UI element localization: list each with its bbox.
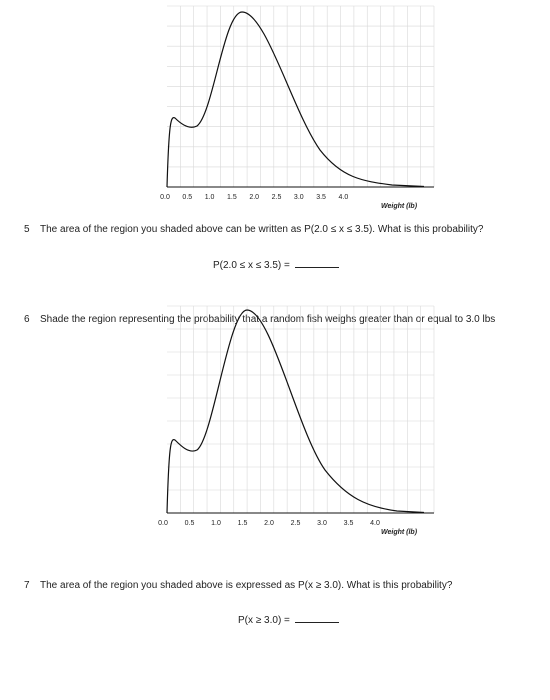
x-tick-label: 1.5 xyxy=(237,520,248,527)
density-plot-bottom-svg xyxy=(0,300,550,545)
x-tick-label: 4.0 xyxy=(338,194,349,201)
x-tick-label: 1.0 xyxy=(211,520,221,527)
question-text: The area of the region you shaded above can be written as P(2.0 ≤ x ≤ 3.5). What is this probability? xyxy=(40,224,484,235)
question-text: The area of the region you shaded above is expressed as P(x ≥ 3.0). What is this probability? xyxy=(40,580,453,591)
question-5 xyxy=(24,224,483,235)
x-tick-label: 2.5 xyxy=(271,194,282,201)
density-curve xyxy=(167,12,424,187)
question-number: 7 xyxy=(24,580,30,591)
x-tick-labels xyxy=(158,520,380,527)
x-tick-label: 2.5 xyxy=(290,520,301,527)
x-tick-label: 4.0 xyxy=(370,520,380,527)
x-tick-label: 0.0 xyxy=(158,520,168,527)
x-tick-label: 0.5 xyxy=(182,194,193,201)
grid-lines xyxy=(167,6,434,187)
density-plot-top xyxy=(0,0,550,215)
question-text: Shade the region representing the probability that a random fish weighs greater than or equal to 3.0 lbs xyxy=(40,314,496,325)
x-tick-label: 3.5 xyxy=(343,520,354,527)
x-tick-label: 3.0 xyxy=(293,194,304,201)
answer-blank[interactable] xyxy=(295,258,339,268)
answer-label: P(2.0 ≤ x ≤ 3.5) = xyxy=(213,260,293,271)
grid-lines xyxy=(167,306,434,513)
density-curve xyxy=(167,310,424,513)
answer-5 xyxy=(213,258,339,271)
density-plot-bottom xyxy=(0,300,550,545)
x-tick-label: 3.0 xyxy=(317,520,327,527)
answer-label: P(x ≥ 3.0) = xyxy=(238,615,293,626)
density-plot-top-svg xyxy=(0,0,550,215)
x-tick-label: 2.0 xyxy=(264,520,274,527)
x-tick-labels xyxy=(160,194,348,201)
x-tick-label: 3.5 xyxy=(316,194,326,201)
x-tick-label: 0.0 xyxy=(160,194,170,201)
x-tick-label: 1.0 xyxy=(204,194,215,201)
x-axis-title: Weight (lb) xyxy=(381,203,418,210)
x-tick-label: 1.5 xyxy=(227,194,237,201)
x-axis-title: Weight (lb) xyxy=(381,529,418,536)
answer-7 xyxy=(238,613,339,626)
x-tick-label: 2.0 xyxy=(249,194,260,201)
question-number: 5 xyxy=(24,224,30,235)
x-tick-label: 0.5 xyxy=(184,520,195,527)
question-7 xyxy=(24,580,452,591)
answer-blank[interactable] xyxy=(295,613,339,623)
question-number: 6 xyxy=(24,314,30,325)
